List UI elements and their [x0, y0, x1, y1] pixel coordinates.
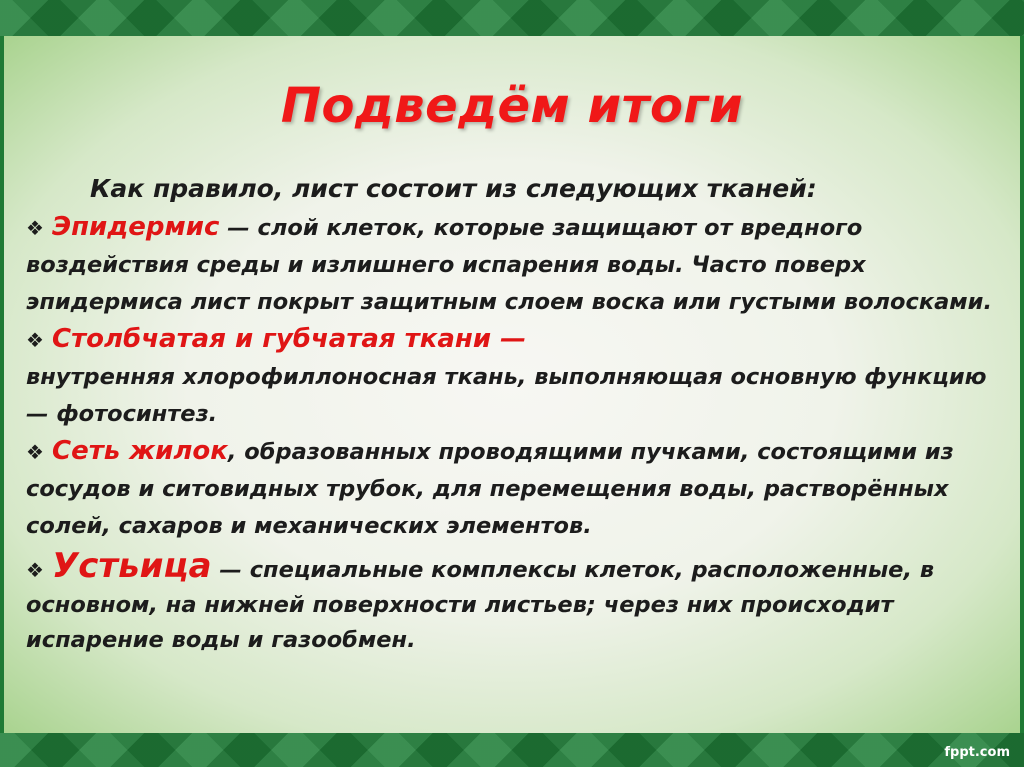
intro-text: Как правило, лист состоит из следующих тканей:	[90, 174, 817, 203]
description-stomata: — специальные комплексы клеток, расположенные, в основном, на нижней поверхности листьев; через них происходит испарение воды и газообмен.	[26, 557, 935, 653]
top-decorative-band	[0, 0, 1024, 36]
term-epidermis: Эпидермис	[52, 212, 220, 242]
footer-logo: fppt.com	[944, 745, 1010, 760]
slide-content	[26, 169, 1001, 658]
term-veins: Сеть жилок	[52, 436, 228, 466]
term-tissues: Столбчатая и губчатая ткани	[52, 324, 501, 354]
description-veins: , образованных проводящими пучками, состоящими из сосудов и ситовидных трубок, для перемещения воды, растворённых солей, сахаров и механических элементов.	[26, 439, 954, 539]
slide-panel	[4, 36, 1020, 733]
term-stomata: Устьица	[52, 546, 212, 586]
term-tissues-dash: —	[500, 324, 527, 354]
list-item-stomata	[26, 546, 1001, 658]
diamond-bullet-icon: ❖	[26, 216, 44, 240]
slide-title: Подведём итоги	[280, 78, 744, 134]
diamond-bullet-icon: ❖	[26, 440, 44, 464]
diamond-bullet-icon: ❖	[26, 558, 44, 582]
bottom-decorative-band	[0, 733, 1024, 767]
description-tissues: внутренняя хлорофиллоносная ткань, выполняющая основную функцию — фотосинтез.	[26, 364, 987, 427]
list-item-veins	[26, 433, 1001, 545]
list-item-epidermis	[26, 209, 1001, 321]
list-item-tissues	[26, 321, 1001, 433]
description-epidermis: — слой клеток, которые защищают от вредного воздействия среды и излишнего испарения воды. Часто поверх эпидермиса лист покрыт защитным слоем воска или густыми волосками.	[26, 215, 992, 315]
diamond-bullet-icon: ❖	[26, 328, 44, 352]
